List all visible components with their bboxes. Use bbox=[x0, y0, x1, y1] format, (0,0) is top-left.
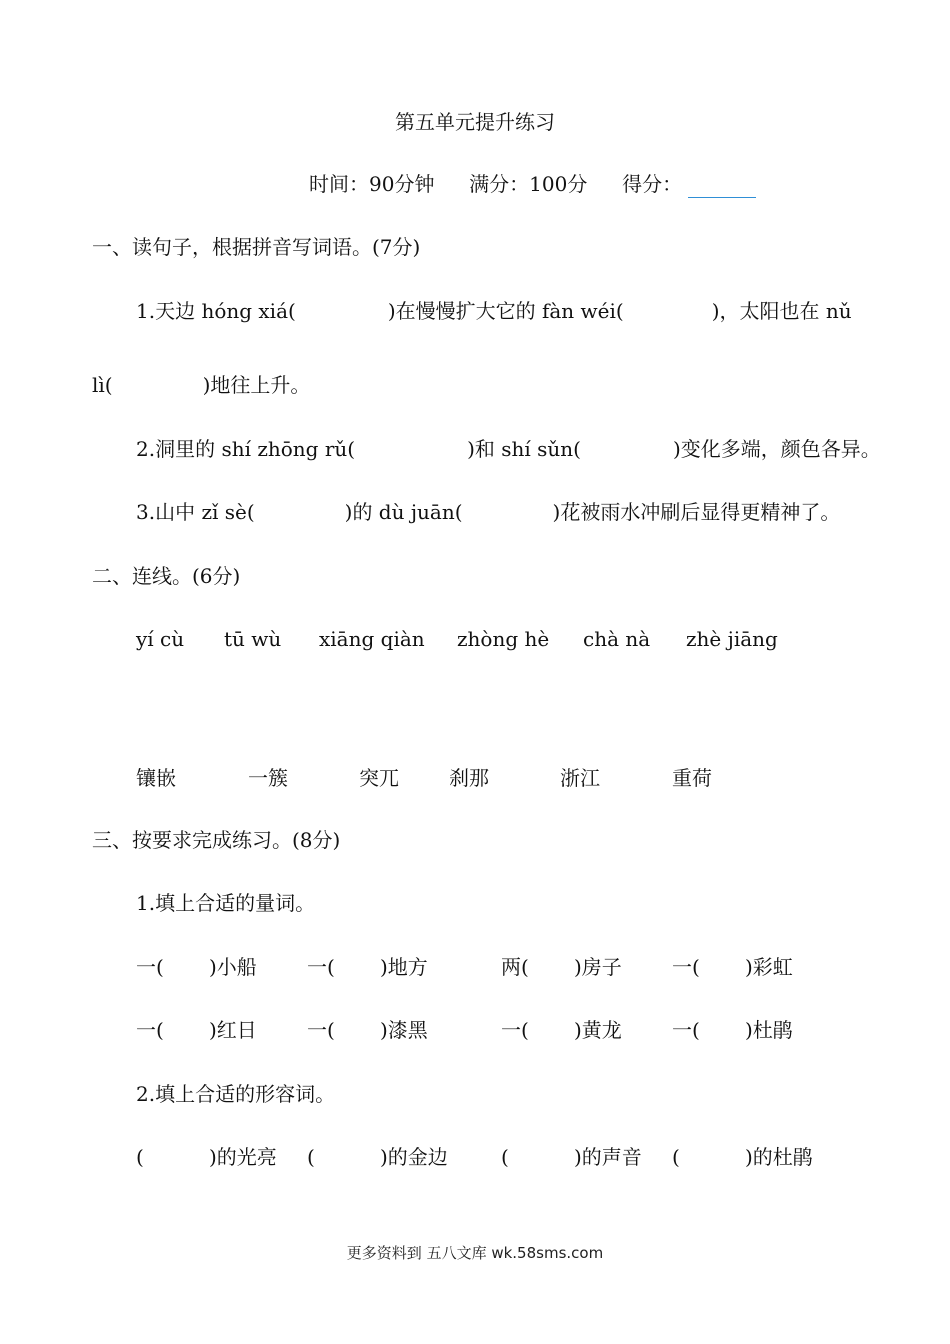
pinyin-item: chà nà bbox=[583, 627, 651, 651]
footer-text: 更多资料到 五八文库 wk.58sms.com bbox=[346, 1244, 604, 1262]
pinyin-item: tū wù bbox=[224, 627, 282, 651]
s3-row1-item: 一( bbox=[307, 955, 335, 979]
s3-row2-item: 一( bbox=[307, 1018, 335, 1042]
s3-q1: 1.填上合适的量词。 bbox=[136, 891, 316, 915]
time-label: 时间：90分钟 bbox=[309, 172, 435, 196]
s3-row2-item: 一( bbox=[136, 1018, 164, 1042]
s1-q1-part-c: )，太阳也在 nǔ bbox=[711, 299, 852, 323]
s1-q1-line1 bbox=[136, 297, 852, 325]
s3-row1-item: 一( bbox=[672, 955, 700, 979]
s3-row2-item: )杜鹃 bbox=[745, 1018, 793, 1042]
word-item: 重荷 bbox=[672, 766, 712, 790]
s3-row2-item: )黄龙 bbox=[574, 1018, 622, 1042]
pinyin-item: zhè jiāng bbox=[686, 627, 778, 651]
s1-q2-part-c: )变化多端，颜色各异。 bbox=[672, 437, 881, 461]
word-item: 一簇 bbox=[248, 766, 288, 790]
s3-row3-item: )的声音 bbox=[574, 1145, 642, 1169]
score-blank[interactable] bbox=[688, 175, 756, 198]
s1-q3 bbox=[136, 498, 840, 526]
s1-q3-part-a: 3.山中 zǐ sè( bbox=[136, 500, 255, 524]
section-2-heading: 二、连线。(6分) bbox=[92, 564, 241, 588]
word-item: 突兀 bbox=[359, 766, 399, 790]
s3-row2-item: )红日 bbox=[209, 1018, 257, 1042]
s1-q1-part-b: )在慢慢扩大它的 fàn wéi( bbox=[387, 299, 624, 323]
word-item: 镶嵌 bbox=[136, 766, 176, 790]
s1-q2-part-b: )和 shí sǔn( bbox=[467, 437, 581, 461]
s1-q1-part-e: )地往上升。 bbox=[202, 373, 311, 397]
s1-q2 bbox=[136, 435, 881, 463]
s3-q2: 2.填上合适的形容词。 bbox=[136, 1082, 336, 1106]
s1-q2-part-a: 2.洞里的 shí zhōng rǔ( bbox=[136, 437, 356, 461]
s1-q1-part-a: 1.天边 hóng xiá( bbox=[136, 299, 296, 323]
s3-row3-item: )的金边 bbox=[380, 1145, 448, 1169]
section-1-heading: 一、读句子，根据拼音写词语。(7分) bbox=[92, 235, 421, 259]
pinyin-item: xiāng qiàn bbox=[319, 627, 425, 651]
s3-row3-item: )的杜鹃 bbox=[745, 1145, 813, 1169]
score-label: 得分： bbox=[622, 172, 683, 196]
s3-row2-item: )漆黑 bbox=[380, 1018, 428, 1042]
s3-row1-item: )小船 bbox=[209, 955, 257, 979]
s3-row3-item: )的光亮 bbox=[209, 1145, 277, 1169]
section-3-heading: 三、按要求完成练习。(8分) bbox=[92, 828, 341, 852]
s3-row1-item: )彩虹 bbox=[745, 955, 793, 979]
full-score-label: 满分：100分 bbox=[469, 172, 588, 196]
s3-row3-item: ( bbox=[501, 1145, 509, 1169]
s3-row2-item: 一( bbox=[672, 1018, 700, 1042]
s3-row1-item: )地方 bbox=[380, 955, 428, 979]
s1-q1-part-d: lì( bbox=[92, 373, 113, 397]
s3-row3-item: ( bbox=[672, 1145, 680, 1169]
s3-row1-item: 两( bbox=[501, 955, 529, 979]
pinyin-item: yí cù bbox=[136, 627, 185, 651]
pinyin-item: zhòng hè bbox=[457, 627, 550, 651]
word-item: 刹那 bbox=[449, 766, 489, 790]
s1-q3-part-c: )花被雨水冲刷后显得更精神了。 bbox=[552, 500, 841, 524]
s1-q1-line2 bbox=[92, 371, 310, 399]
page-title: 第五单元提升练习 bbox=[395, 110, 555, 134]
s1-q3-part-b: )的 dù juān( bbox=[344, 500, 463, 524]
s3-row2-item: 一( bbox=[501, 1018, 529, 1042]
exam-meta bbox=[309, 170, 756, 198]
s3-row3-item: ( bbox=[136, 1145, 144, 1169]
s3-row1-item: )房子 bbox=[574, 955, 622, 979]
s3-row1-item: 一( bbox=[136, 955, 164, 979]
s3-row3-item: ( bbox=[307, 1145, 315, 1169]
word-item: 浙江 bbox=[560, 766, 600, 790]
